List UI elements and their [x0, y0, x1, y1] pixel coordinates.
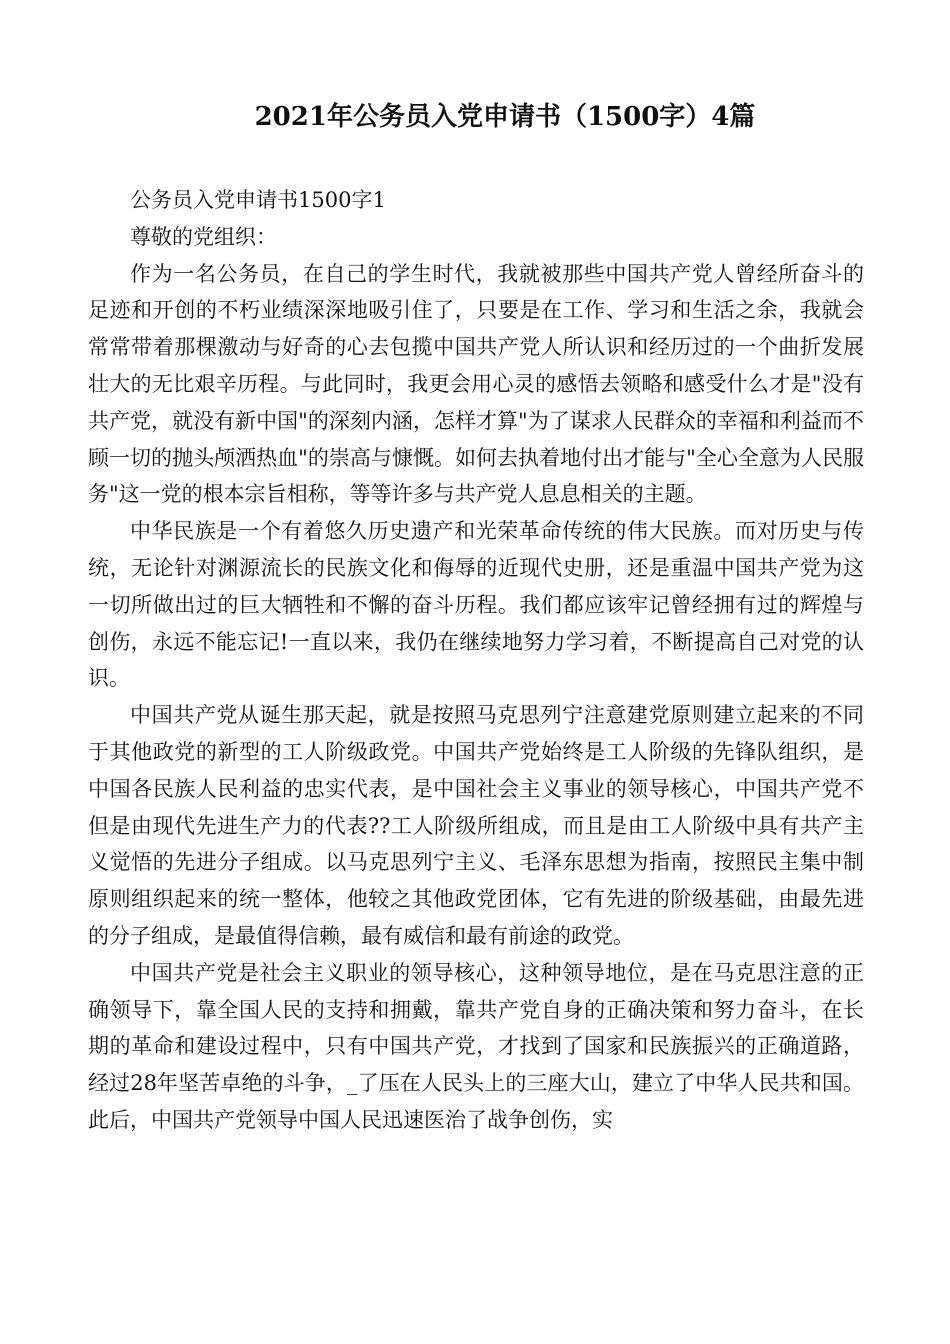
document-body	[88, 182, 864, 1139]
paragraph-4: 中国共产党是社会主义职业的领导核心，这种领导地位，是在马克思注意的正确领导下，靠全国人民的支持和拥戴，靠共产党自身的正确决策和努力奋斗，在长期的革命和建设过程中，只有中国共产党，才找到了国家和民族振兴的正确道路，经过28年坚苦卓绝的斗争，_了压在人民头上的三座大山，建立了中华人民共和国。此后，中国共产党领导中国人民迅速医治了战争创伤，实	[88, 960, 864, 1132]
subtitle-line: 公务员入党申请书1500字1	[130, 188, 386, 212]
paragraph-3: 中国共产党从诞生那天起，就是按照马克思列宁注意建党原则建立起来的不同于其他政党的新型的工人阶级政党。中国共产党始终是工人阶级的先锋队组织，是中国各民族人民利益的忠实代表，是中国社会主义事业的领导核心，中国共产党不但是由现代先进生产力的代表??工人阶级所组成，而且是由工人阶级中具有共产主义觉悟的先进分子组成。以马克思列宁主义、毛泽东思想为指南，按照民主集中制原则组织起来的统一整体，他较之其他政党团体，它有先进的阶级基础，由最先进的分子组成，是最值得信赖，最有威信和最有前途的政党。	[88, 703, 864, 948]
paragraph-1: 作为一名公务员，在自己的学生时代，我就被那些中国共产党人曾经所奋斗的足迹和开创的不朽业绩深深地吸引住了，只要是在工作、学习和生活之余，我就会常常带着那棵激动与好奇的心去包揽中国共产党人所认识和经历过的一个曲折发展壮大的无比艰辛历程。与此同时，我更会用心灵的感悟去领略和感受什么才是"没有共产党，就没有新中国"的深刻内涵，怎样才算"为了谋求人民群众的幸福和利益而不顾一切的抛头颅洒热血"的崇高与慷慨。如何去执着地付出才能与"全心全意为人民服务"这一党的根本宗旨相称，等等许多与共产党人息息相关的主题。	[88, 261, 864, 507]
paragraph-2: 中华民族是一个有着悠久历史遗产和光荣革命传统的伟大民族。而对历史与传统，无论针对渊源流长的民族文化和侮辱的近现代史册，还是重温中国共产党为这一切所做出过的巨大牺牲和不懈的奋斗历程。我们都应该牢记曾经拥有过的辉煌与创伤，永远不能忘记!一直以来，我仍在继续地努力学习着，不断提高自己对党的认识。	[88, 519, 864, 691]
document-title: 2021年公务员入党申请书（1500字）4篇	[254, 102, 756, 132]
salutation-line: 尊敬的党组织：	[130, 224, 277, 249]
